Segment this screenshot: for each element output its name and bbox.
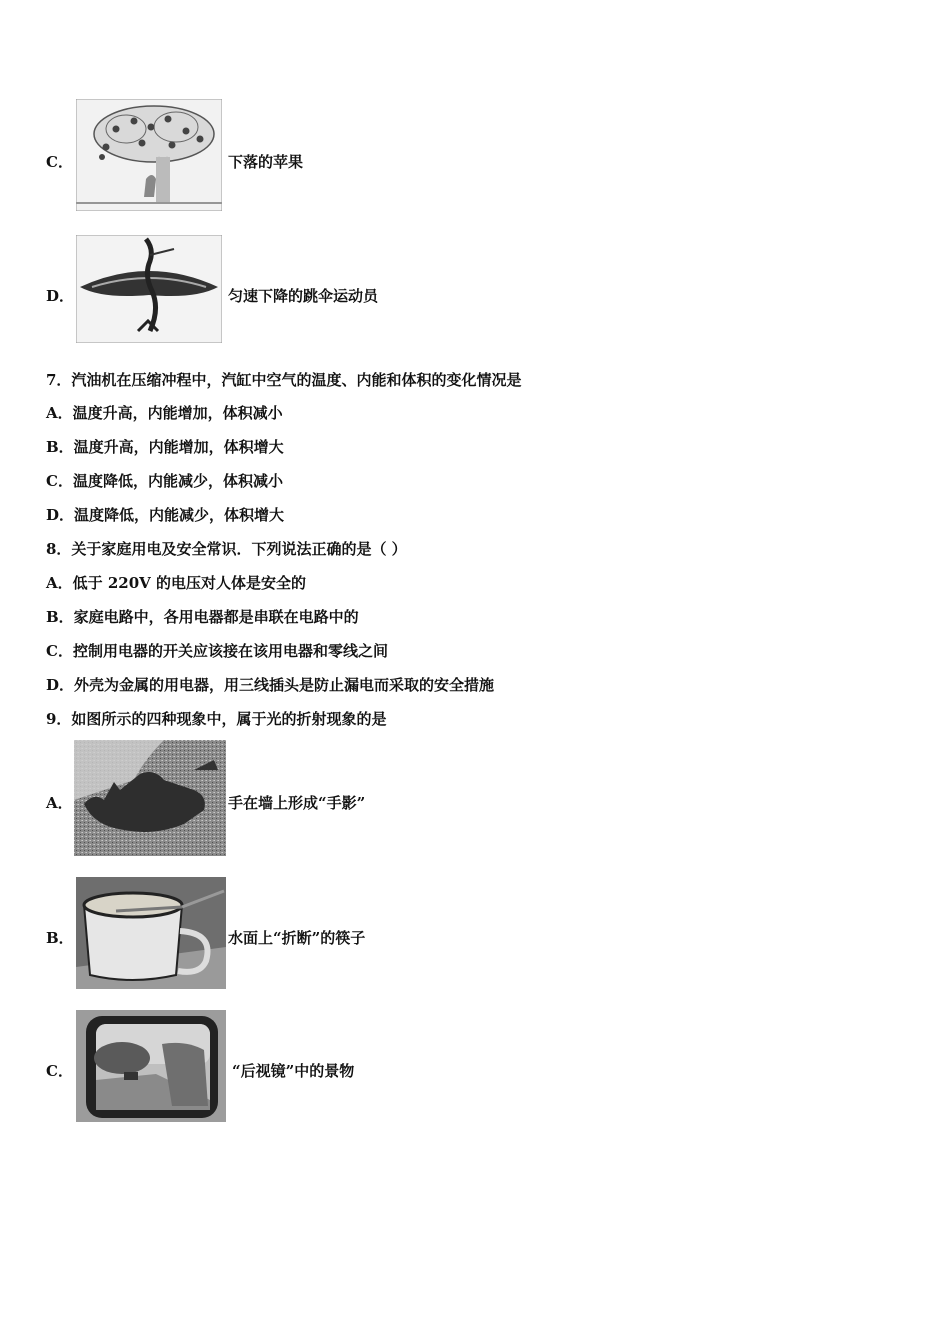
q7-option-d: D．温度降低，内能减少，体积增大 bbox=[46, 506, 285, 524]
q7-option-b: B．温度升高，内能增加，体积增大 bbox=[46, 438, 284, 456]
q7-stem: 7．汽油机在压缩冲程中，汽缸中空气的温度、内能和体积的变化情况是 bbox=[46, 371, 522, 389]
apple-tree-image bbox=[76, 99, 222, 211]
option-caption: 匀速下降的跳伞运动员 bbox=[228, 287, 379, 305]
option-letter: C． bbox=[46, 1062, 73, 1080]
hand-shadow-image bbox=[74, 740, 226, 856]
option-caption: 下落的苹果 bbox=[228, 153, 304, 171]
option-letter: A． bbox=[46, 794, 73, 812]
q7-option-a: A．温度升高，内能增加，体积减小 bbox=[46, 404, 283, 422]
rearview-mirror-image bbox=[76, 1010, 226, 1122]
q9-stem: 9．如图所示的四种现象中，属于光的折射现象的是 bbox=[46, 710, 387, 728]
q7-option-c: C．温度降低，内能减少，体积减小 bbox=[46, 472, 283, 490]
option-caption: “后视镜”中的景物 bbox=[232, 1062, 355, 1080]
skydiver-image bbox=[76, 235, 222, 343]
chopstick-in-cup-image bbox=[76, 877, 226, 989]
option-letter: C． bbox=[46, 153, 73, 171]
q8-option-b: B．家庭电路中，各用电器都是串联在电路中的 bbox=[46, 608, 359, 626]
q8-option-d: D．外壳为金属的用电器，用三线插头是防止漏电而采取的安全措施 bbox=[46, 676, 495, 694]
q8-stem: 8．关于家庭用电及安全常识．下列说法正确的是（ ） bbox=[46, 540, 407, 558]
option-caption: 手在墙上形成“手影” bbox=[228, 794, 366, 812]
q8-option-a: A．低于 220V 的电压对人体是安全的 bbox=[46, 574, 307, 592]
q8-option-c: C．控制用电器的开关应该接在该用电器和零线之间 bbox=[46, 642, 388, 660]
option-letter: D． bbox=[46, 287, 75, 305]
option-letter: B． bbox=[46, 929, 74, 947]
option-caption: 水面上“折断”的筷子 bbox=[228, 929, 366, 947]
